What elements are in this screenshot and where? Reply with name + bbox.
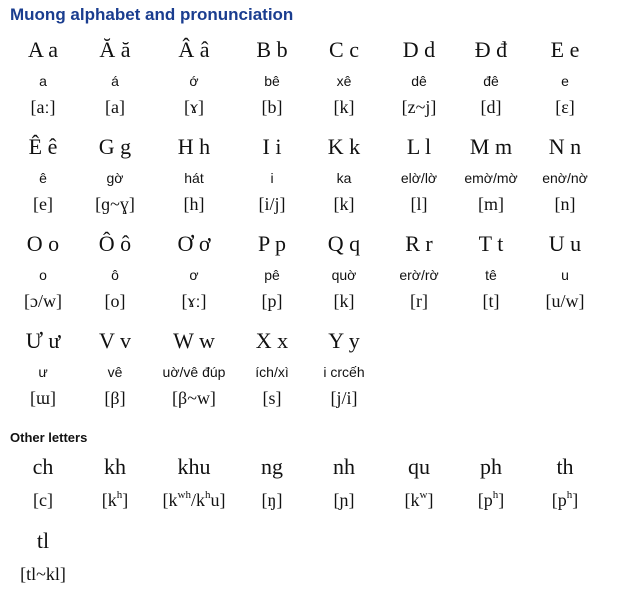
- digraph: qu: [408, 454, 430, 479]
- letter-name: a: [39, 73, 47, 89]
- ipa-pronunciation: [ŋ]: [261, 490, 283, 510]
- letter-name: tê: [485, 267, 497, 283]
- letter-name: emờ/mờ: [464, 170, 518, 186]
- ipa-pronunciation: [tl~kl]: [20, 564, 66, 584]
- letter: V v: [99, 328, 131, 353]
- ipa-pronunciation: [p]: [261, 291, 283, 311]
- page-title: Muong alphabet and pronunciation: [10, 5, 294, 24]
- letter-name: ích/xì: [255, 364, 289, 380]
- letter: R r: [405, 231, 433, 256]
- letter-name: e: [561, 73, 569, 89]
- letter: A a: [28, 37, 58, 62]
- letter-name: ka: [336, 170, 352, 186]
- ipa-pronunciation: [ɔ/w]: [24, 291, 62, 311]
- digraph: kh: [104, 454, 126, 479]
- letter-name: xê: [336, 73, 352, 89]
- letter: Ă ă: [99, 37, 131, 62]
- letter: P p: [258, 231, 286, 256]
- ipa-pronunciation: [ɡ~ɣ]: [95, 194, 135, 214]
- letter: G g: [98, 134, 132, 159]
- letter: Ư ư: [25, 328, 61, 353]
- ipa-pronunciation: [s]: [262, 388, 282, 408]
- letter: Q q: [327, 231, 361, 256]
- ipa-pronunciation: $[k^{wh}/k^hu]$: [162, 489, 226, 510]
- ipa-pronunciation: [ɤ]: [184, 97, 204, 117]
- letter: K k: [327, 134, 361, 159]
- ipa-pronunciation: [m]: [478, 194, 504, 214]
- letter: X x: [255, 328, 289, 353]
- letter-name: dê: [411, 73, 427, 89]
- ipa-pronunciation: [z~j]: [401, 97, 437, 117]
- letter-name: erờ/rờ: [399, 267, 439, 283]
- letter: B b: [256, 37, 288, 62]
- digraph: ng: [261, 454, 283, 479]
- letter: D d: [402, 37, 436, 62]
- letter-name: vê: [107, 364, 123, 380]
- ipa-pronunciation: [e]: [33, 194, 53, 214]
- ipa-pronunciation: [h]: [183, 194, 205, 214]
- ipa-pronunciation: [a]: [105, 97, 125, 117]
- digraph: tl: [36, 528, 50, 553]
- digraph: nh: [333, 454, 355, 479]
- ipa-pronunciation: [d]: [480, 97, 502, 117]
- ipa-pronunciation: [b]: [261, 97, 283, 117]
- letter-name: pê: [264, 267, 280, 283]
- letter: Â â: [178, 37, 210, 62]
- letter: Ô ô: [98, 231, 132, 256]
- ipa-pronunciation: [k]: [333, 97, 355, 117]
- letter: O o: [26, 231, 60, 256]
- digraph: th: [556, 454, 574, 479]
- letter-name: uờ/vê đúp: [162, 364, 226, 380]
- letter-name: bê: [264, 73, 280, 89]
- letter: Đ đ: [474, 37, 508, 62]
- letter-name: i crcếh: [323, 364, 365, 380]
- letter-name: elờ/lờ: [400, 170, 438, 186]
- ipa-pronunciation: [r]: [410, 291, 428, 311]
- ipa-pronunciation: [aː]: [30, 97, 56, 117]
- ipa-pronunciation: $[p^h]$: [477, 489, 505, 510]
- ipa-pronunciation: $[k^w]$: [404, 489, 434, 510]
- ipa-pronunciation: [o]: [104, 291, 126, 311]
- ipa-pronunciation: [ɤː]: [181, 291, 207, 311]
- letter: Ơ ơ: [177, 231, 211, 256]
- ipa-pronunciation: [β]: [104, 388, 126, 408]
- letter-name: i: [270, 170, 274, 186]
- ipa-pronunciation: [n]: [554, 194, 576, 214]
- letter-name: enờ/nờ: [542, 170, 588, 186]
- letter-name: ớ: [189, 73, 199, 89]
- letter: M m: [469, 134, 513, 159]
- other-letters-heading: Other letters: [10, 430, 88, 445]
- letter-name: ư: [38, 364, 48, 380]
- letter: W w: [173, 328, 215, 353]
- letter-name: quờ: [331, 267, 357, 283]
- digraph: ch: [32, 454, 54, 479]
- ipa-pronunciation: [ɲ]: [333, 490, 355, 510]
- letter-name: gờ: [106, 170, 124, 186]
- digraph: ph: [480, 454, 502, 479]
- ipa-pronunciation: [u/w]: [545, 291, 585, 311]
- letter-name: ơ: [189, 267, 199, 283]
- letter-name: á: [111, 73, 119, 89]
- ipa-pronunciation: [β~w]: [172, 388, 216, 408]
- letter-name: hát: [184, 170, 204, 186]
- letter: Ê ê: [28, 134, 58, 159]
- letter: N n: [548, 134, 582, 159]
- letter: T t: [478, 231, 504, 256]
- letter-name: u: [561, 267, 569, 283]
- ipa-pronunciation: [t]: [482, 291, 500, 311]
- letter: L l: [406, 134, 432, 159]
- ipa-pronunciation: [l]: [410, 194, 428, 214]
- letter: H h: [177, 134, 211, 159]
- ipa-pronunciation: $[p^h]$: [551, 489, 579, 510]
- letter-name: ô: [111, 267, 119, 283]
- digraph: khu: [177, 454, 211, 479]
- ipa-pronunciation: [j/i]: [330, 388, 358, 408]
- letter: I i: [262, 134, 282, 159]
- ipa-pronunciation: [k]: [333, 291, 355, 311]
- ipa-pronunciation: [ɛ]: [555, 97, 575, 117]
- ipa-pronunciation: $[k^h]$: [101, 489, 129, 510]
- ipa-pronunciation: [i/j]: [258, 194, 286, 214]
- letter-name: ê: [39, 170, 47, 186]
- letter: E e: [550, 37, 580, 62]
- letter: C c: [329, 37, 359, 62]
- letter: U u: [548, 231, 582, 256]
- letter: Y y: [328, 328, 360, 353]
- letter-name: o: [39, 267, 47, 283]
- ipa-pronunciation: [ɯ]: [30, 388, 56, 408]
- ipa-pronunciation: [c]: [33, 490, 53, 510]
- letter-name: đê: [483, 73, 499, 89]
- ipa-pronunciation: [k]: [333, 194, 355, 214]
